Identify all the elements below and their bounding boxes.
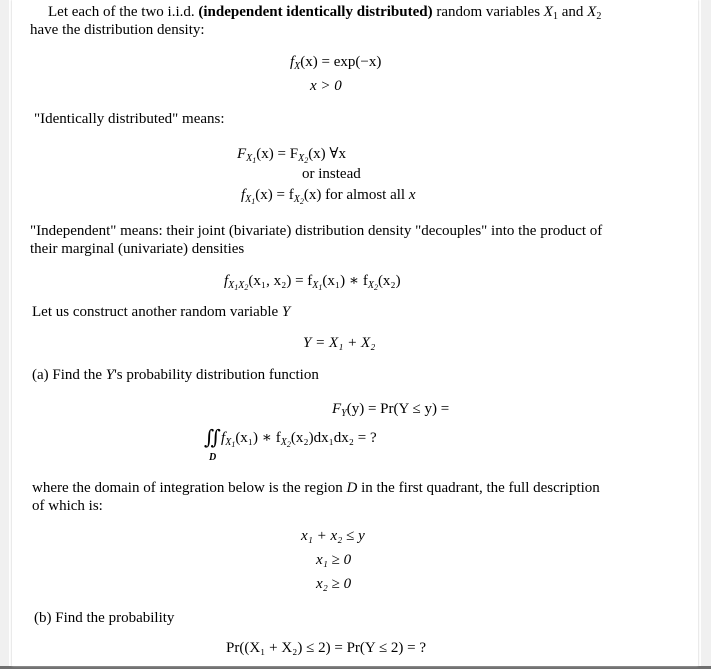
- intro-text-pre: Let each of the two i.i.d.: [48, 4, 199, 20]
- sub-1: 1: [552, 11, 558, 22]
- where-d: D: [346, 480, 358, 496]
- double-integral-symbol: ∬: [204, 427, 218, 449]
- intro-bold-iid: (independent identically distributed): [198, 4, 433, 20]
- domain-condition-3: x₂ ≥ 0: [316, 576, 352, 592]
- or-instead: or instead: [302, 166, 361, 182]
- eq2-mid: (x) = f: [255, 187, 294, 203]
- document-page: [12, 0, 698, 666]
- integral-domain-label: D: [209, 452, 217, 463]
- part-b-heading: (b) Find the probability: [34, 610, 175, 626]
- y-definition: Y = X₁ + X₂: [303, 335, 376, 351]
- integrand-end: (x₂)dx₁dx₂ = ?: [290, 430, 377, 446]
- where-post: in the first quadrant, the full description: [357, 480, 600, 496]
- window-frame-left: [0, 0, 9, 669]
- cdf-sub: Y: [341, 408, 347, 419]
- part-a-heading: [32, 367, 319, 384]
- joint-mid: (x₁) ∗ f: [322, 273, 368, 289]
- construct-y: Y: [281, 304, 291, 320]
- intro-and: and: [557, 4, 588, 20]
- cdf-equation: [332, 401, 449, 418]
- integrand-f1: f: [221, 430, 226, 446]
- identically-eq1: $F_{X_1}(x) = F_{X_2}(x)$ ∀x: [237, 146, 346, 165]
- density-sub: X: [294, 61, 301, 72]
- cdf-F: F: [332, 401, 342, 417]
- eq2-x: x: [408, 187, 416, 203]
- where-line-1: [32, 480, 600, 497]
- eq2-f1: f: [241, 187, 246, 203]
- domain-condition-1: x₁ + x₂ ≤ y: [301, 528, 365, 544]
- domain-condition-2: x₁ ≥ 0: [316, 552, 352, 568]
- density-f: f: [290, 54, 295, 70]
- window-frame-right: [701, 0, 711, 669]
- eq1-rhs: (x) ∀x: [308, 146, 346, 162]
- intro-text-post: random variables: [432, 4, 544, 20]
- part-a-post: 's probability distribution function: [114, 367, 319, 383]
- independent-equation: $f_{X_1X_2}(x_1$, $x_2) = f_{X_1}(x_1)$ ∗ $f_{X_2}(x_2)$: [224, 273, 401, 292]
- independent-line-2: their marginal (univariate) densities: [30, 241, 245, 257]
- density-equation: [290, 54, 381, 71]
- density-condition: x > 0: [310, 78, 342, 94]
- integrand-mid: (x₁) ∗ f: [235, 430, 281, 446]
- part-a-y: Y: [105, 367, 115, 383]
- where-line-2: of which is:: [32, 498, 103, 514]
- cdf-rest: (y) = Pr(Y ≤ y) =: [346, 401, 450, 417]
- part-b-equation: Pr((X₁ + X₂) ≤ 2) = Pr(Y ≤ 2) = ?: [226, 640, 427, 656]
- part-a-pre: (a) Find the: [32, 367, 106, 383]
- sub-2: 2: [596, 11, 602, 22]
- eq1-mid: (x) = F: [256, 146, 299, 162]
- where-pre: where the domain of integration below is the region: [32, 480, 347, 496]
- construct-line: [32, 304, 290, 321]
- eq2-rhs: (x) for almost all: [303, 187, 409, 203]
- joint-f: f: [224, 273, 229, 289]
- eq1-F1: F: [237, 146, 247, 162]
- construct-text: Let us construct another random variable: [32, 304, 282, 320]
- identically-eq2: $f_{X_1}(x) = f_{X_2}(x)$ for almost all x: [241, 187, 416, 206]
- integral-equation: ∬ $f_{X_1}(x_1)$ ∗ $f_{X_2}(x_2)dx_1dx_2$ = ?: [204, 427, 377, 449]
- density-arg: (x) = exp(−x): [300, 54, 382, 70]
- intro-line-2: have the distribution density:: [30, 22, 205, 38]
- joint-args: (x₁, x₂) = f: [248, 273, 313, 289]
- independent-line-1: "Independent" means: their joint (bivariate) distribution density "decouples" into the product of: [30, 223, 603, 239]
- var-x2: X: [587, 4, 597, 20]
- identically-heading: "Identically distributed" means:: [34, 111, 225, 127]
- var-x1: X: [543, 4, 553, 20]
- intro-line-1: [48, 4, 601, 21]
- joint-end: (x₂): [377, 273, 401, 289]
